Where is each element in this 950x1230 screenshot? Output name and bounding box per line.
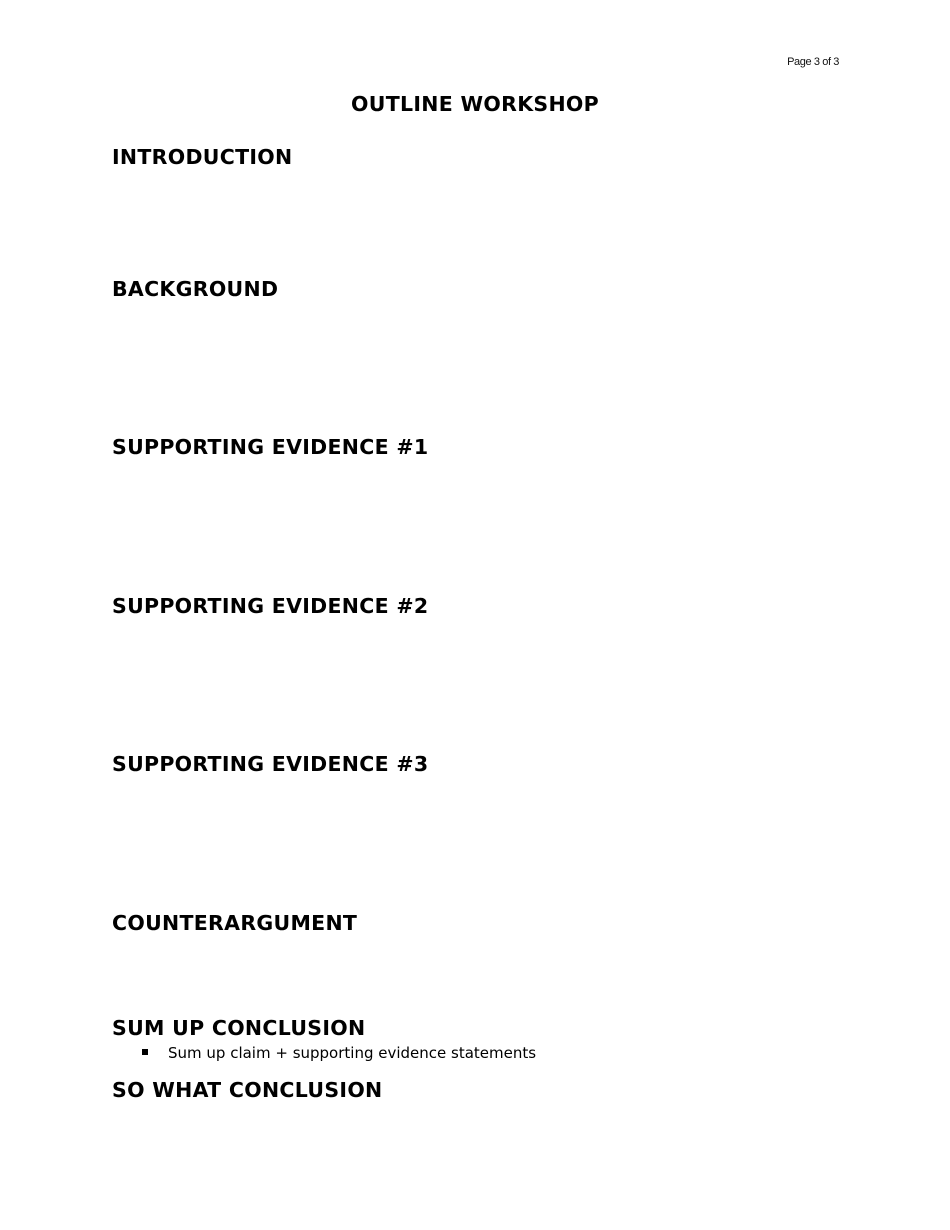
bullet-text: Sum up claim + supporting evidence statements xyxy=(168,1044,537,1062)
bullet-item xyxy=(138,1043,536,1063)
sum-up-bullet-list xyxy=(138,1043,536,1063)
heading-counterargument: COUNTERARGUMENT xyxy=(112,911,358,935)
heading-background: BACKGROUND xyxy=(112,277,279,301)
document-title: OUTLINE WORKSHOP xyxy=(351,92,599,116)
heading-sum-up-conclusion: SUM UP CONCLUSION xyxy=(112,1016,366,1040)
page-number: Page 3 of 3 xyxy=(787,56,839,68)
heading-supporting-evidence-3: SUPPORTING EVIDENCE #3 xyxy=(112,752,429,776)
square-bullet-icon xyxy=(142,1049,148,1055)
heading-supporting-evidence-1: SUPPORTING EVIDENCE #1 xyxy=(112,435,429,459)
heading-supporting-evidence-2: SUPPORTING EVIDENCE #2 xyxy=(112,594,429,618)
heading-introduction: INTRODUCTION xyxy=(112,145,293,169)
heading-so-what-conclusion: SO WHAT CONCLUSION xyxy=(112,1078,383,1102)
